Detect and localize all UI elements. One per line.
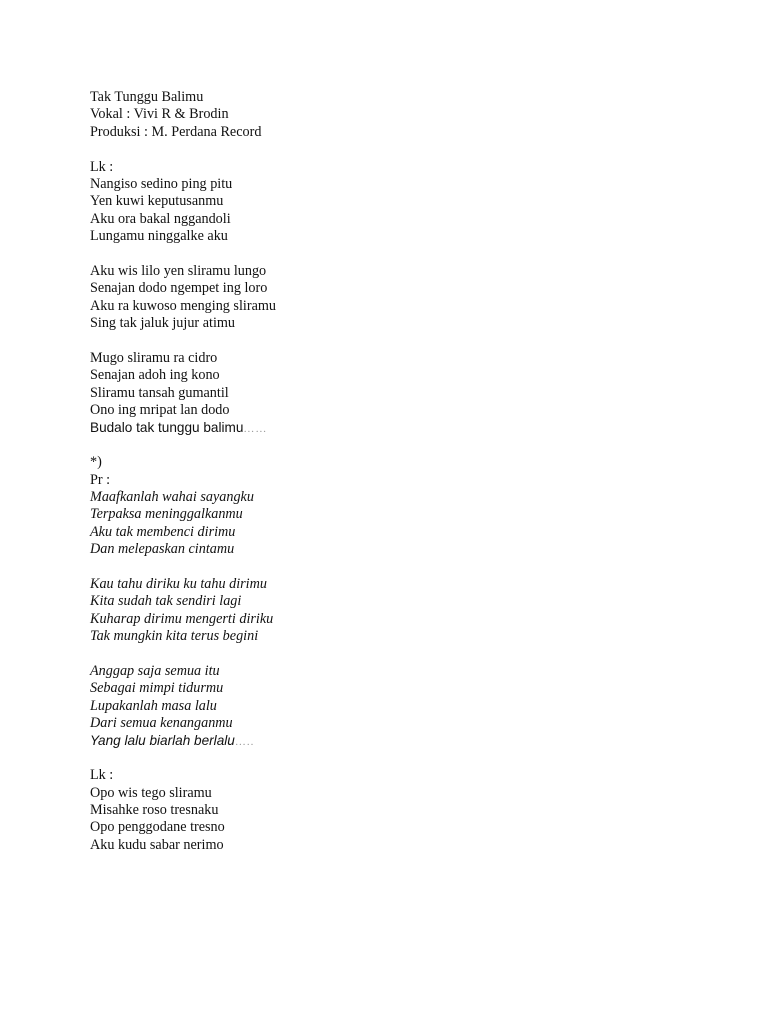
lyric-line: Misahke roso tresnaku (90, 802, 219, 819)
lyric-line: Aku ra kuwoso menging sliramu (90, 297, 276, 314)
lyric-line: Terpaksa meninggalkanmu (90, 506, 243, 523)
song-title: Tak Tunggu Balimu (90, 89, 204, 105)
blank-line (90, 141, 690, 158)
lyric-line: Sebagai mimpi tidurmu (90, 680, 224, 697)
lyric-line: Senajan adoh ing kono (90, 367, 220, 384)
blank-line (90, 437, 690, 454)
chorus-marker: *) (90, 454, 102, 471)
lyric-line: Maafkanlah wahai sayangku (90, 488, 254, 505)
lyric-line: Mugo sliramu ra cidro (90, 349, 218, 366)
blank-line (90, 246, 690, 263)
lyric-line: Sing tak jaluk jujur atimu (90, 315, 236, 332)
lyric-line: Kau tahu diriku ku tahu dirimu (90, 575, 267, 592)
singer-label: Pr : (90, 471, 111, 488)
lyric-line: Sliramu tansah gumantil (90, 384, 229, 401)
lyric-line: Kita sudah tak sendiri lagi (90, 593, 242, 610)
lyric-line: Nangiso sedino ping pitu (90, 175, 233, 192)
blank-line (90, 559, 690, 576)
lyric-line: Opo penggodane tresno (90, 819, 225, 836)
lyric-line: Kuharap dirimu mengerti diriku (90, 610, 274, 627)
production-credit: Produksi : M. Perdana Record (90, 123, 262, 140)
singer-label: Lk : (90, 767, 114, 784)
lyric-line-text: Budalo tak tunggu balimu (90, 420, 244, 436)
lyrics-text (90, 89, 690, 854)
lyric-line: Lupakanlah masa lalu (90, 697, 217, 714)
blank-line (90, 332, 690, 349)
lyric-line: Aku ora bakal nggandoli (90, 210, 231, 227)
lyric-line: Yen kuwi keputusanmu (90, 193, 224, 210)
singer-label: Lk : (90, 158, 114, 175)
ellipsis-dots: …… (243, 423, 268, 436)
lyric-line: Aku tak membenci dirimu (90, 523, 236, 540)
ellipsis-dots: ….. (234, 736, 255, 749)
lyric-line: Dari semua kenanganmu (90, 715, 233, 732)
lyric-line: Senajan dodo ngempet ing loro (90, 280, 268, 297)
lyric-line: Aku kudu sabar nerimo (90, 836, 224, 853)
lyric-line: Lungamu ninggalke aku (90, 228, 228, 245)
lyric-line: Aku wis lilo yen sliramu lungo (90, 262, 267, 279)
lyric-line: Anggap saja semua itu (90, 662, 220, 679)
blank-line (90, 750, 690, 767)
blank-line (90, 646, 690, 663)
lyric-line-last (90, 732, 690, 749)
lyric-line: Dan melepaskan cintamu (90, 541, 235, 558)
lyric-line-text: Yang lalu biarlah berlalu (90, 733, 235, 749)
lyric-line: Ono ing mripat lan dodo (90, 402, 230, 419)
vocal-credit: Vokal : Vivi R & Brodin (90, 106, 229, 123)
lyric-line-last (90, 419, 690, 436)
lyric-line: Opo wis tego sliramu (90, 784, 212, 801)
lyric-line: Tak mungkin kita terus begini (90, 628, 259, 645)
